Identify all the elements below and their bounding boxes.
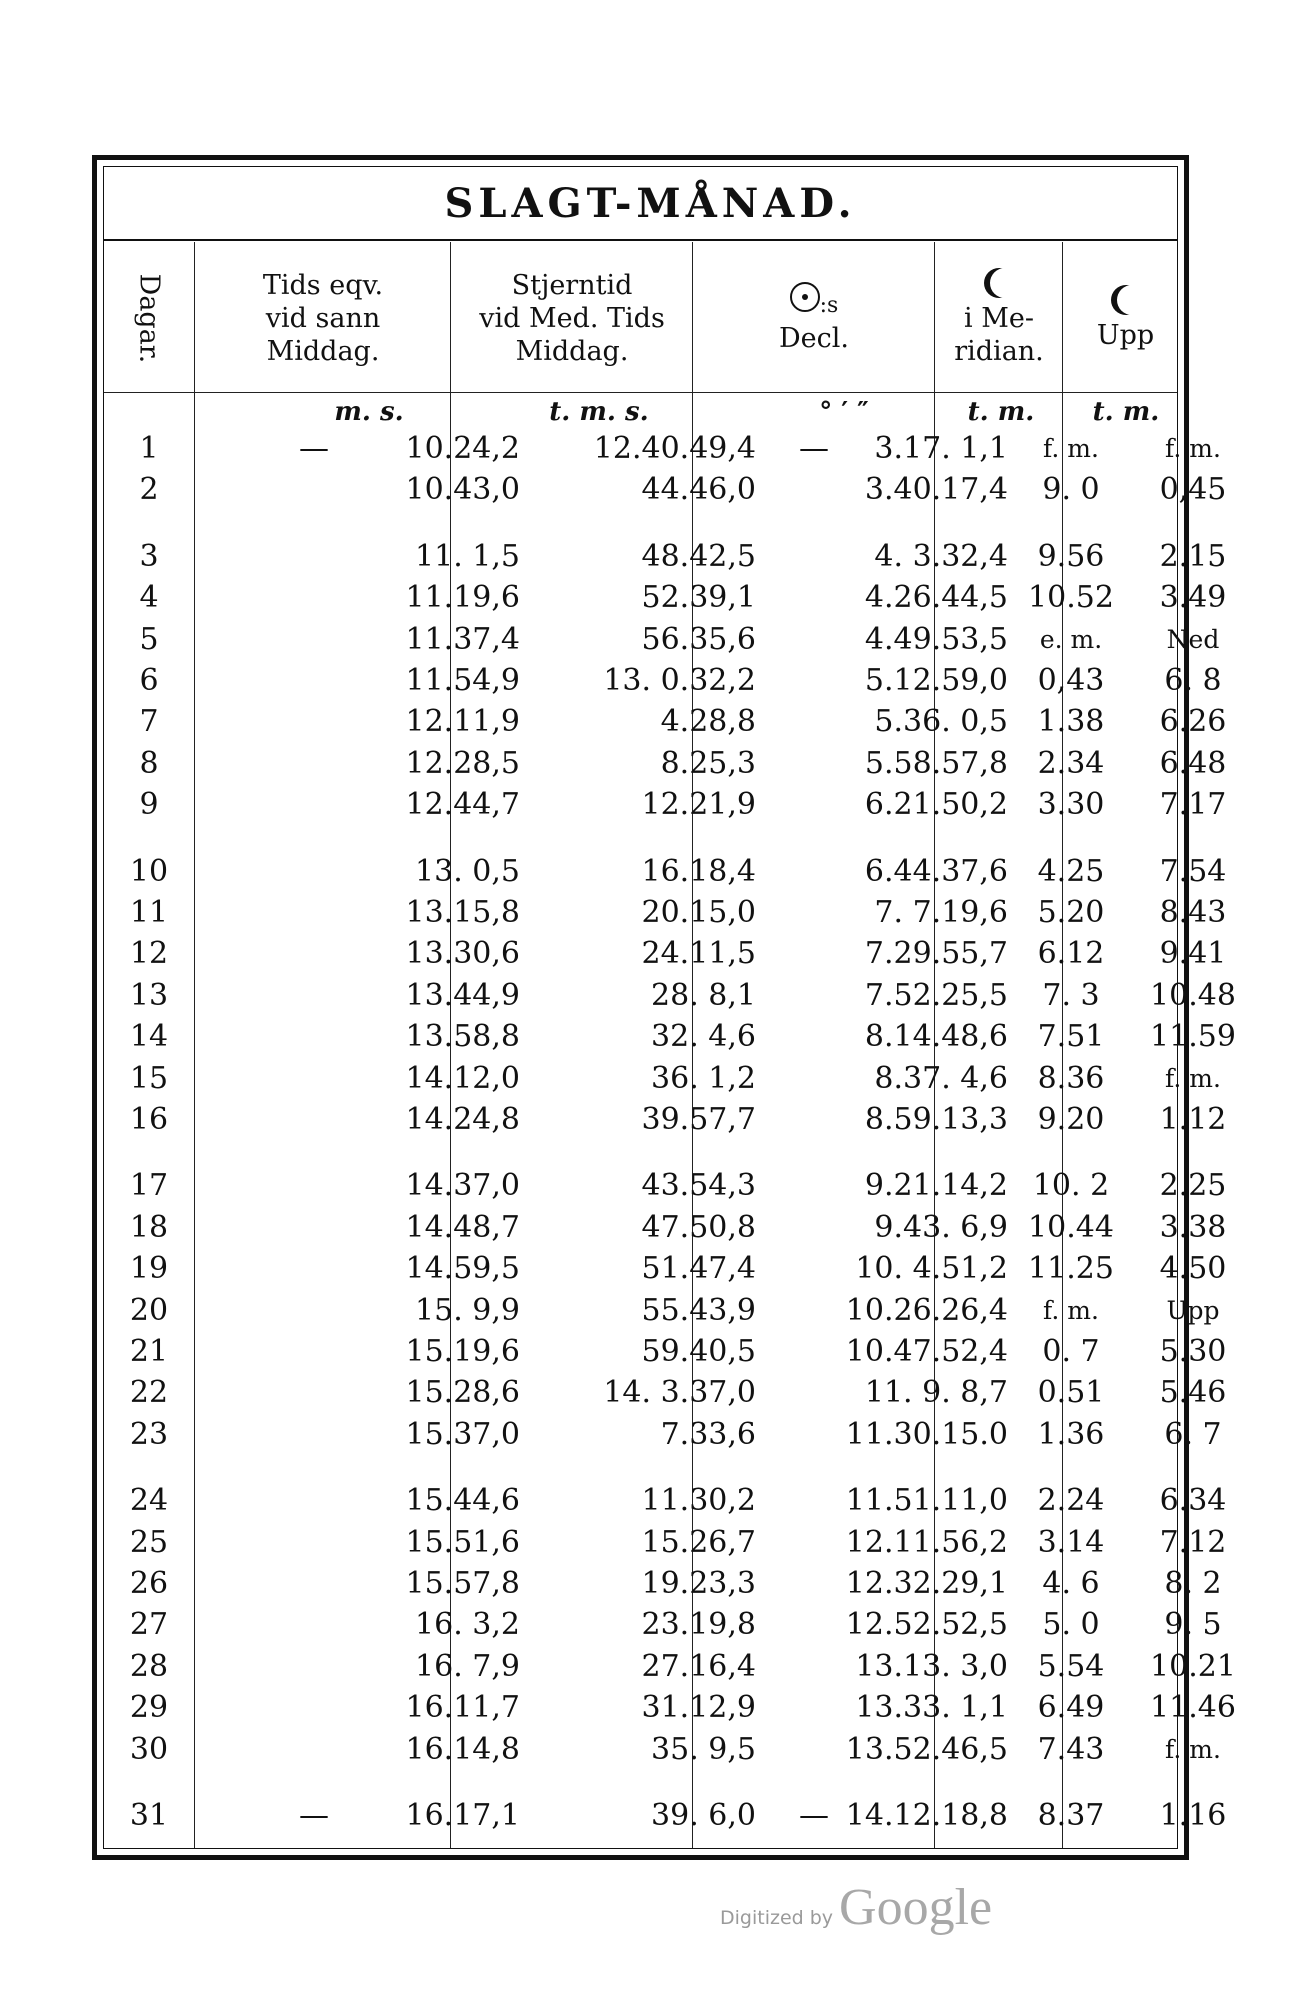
unit-eq: m. s. xyxy=(334,397,404,427)
equation-cell: 12.28,5 xyxy=(405,745,520,781)
equation-cell: 16.17,1 xyxy=(405,1798,520,1833)
meridian-cell: 6.49 xyxy=(1037,1690,1105,1726)
moon-icon xyxy=(1109,285,1143,319)
meridian-cell: 1.38 xyxy=(1037,704,1105,740)
sidereal-cell: 24.11,5 xyxy=(641,936,756,972)
digitized-watermark xyxy=(720,1878,992,1937)
title-bar xyxy=(104,167,1177,241)
equation-cell: 13.44,9 xyxy=(405,977,520,1013)
meridian-cell: 9. 0 xyxy=(1042,472,1100,508)
declination-cell: 11. 9. 8,7 xyxy=(864,1375,1008,1411)
declination-cell: 12.11.56,2 xyxy=(845,1524,1008,1560)
moonrise-cell: 7.54 xyxy=(1159,853,1227,889)
meridian-cell: 7.51 xyxy=(1037,1019,1105,1055)
sidereal-cell: 12.21,9 xyxy=(641,787,756,823)
day-cell: 22 xyxy=(129,1375,169,1411)
sidereal-cell: 32. 4,6 xyxy=(651,1019,756,1055)
day-cell: 8 xyxy=(139,745,159,781)
table-row xyxy=(104,1166,1227,1206)
table-row xyxy=(104,1415,1222,1455)
declination-cell: 4. 3.32,4 xyxy=(874,538,1008,574)
table-row xyxy=(104,1332,1227,1372)
declination-cell: 10.26.26,4 xyxy=(845,1292,1008,1328)
table-row xyxy=(104,620,1220,660)
declination-cell: 5.36. 0,5 xyxy=(874,704,1008,740)
table-row xyxy=(104,852,1227,892)
table-row xyxy=(104,429,1221,469)
moonrise-cell: 2.25 xyxy=(1159,1168,1227,1204)
moonrise-cell: 6.34 xyxy=(1159,1483,1227,1519)
moonrise-cell: 3.38 xyxy=(1159,1209,1227,1245)
header-upp-line2: Upp xyxy=(1096,319,1155,351)
almanac-table xyxy=(92,155,1236,1860)
equation-cell: 14.24,8 xyxy=(405,1102,520,1137)
header-sidereal-time xyxy=(452,245,692,391)
header-equation-of-time xyxy=(196,245,450,391)
declination-cell: 13.33. 1,1 xyxy=(855,1690,1008,1726)
table-row xyxy=(104,976,1236,1016)
sidereal-cell: 11.30,2 xyxy=(641,1483,756,1519)
declination-cell: 13.52.46,5 xyxy=(845,1731,1008,1767)
meridian-cell: 10.44 xyxy=(1028,1209,1114,1245)
sidereal-cell: 39.57,7 xyxy=(641,1102,756,1137)
moonrise-cell: Upp xyxy=(1166,1295,1220,1325)
declination-cell: 12.32.29,1 xyxy=(845,1566,1008,1601)
moonrise-cell: 9. 5 xyxy=(1164,1607,1222,1643)
equation-sign: — xyxy=(299,1798,329,1833)
moonrise-cell: 6. 7 xyxy=(1164,1416,1222,1452)
moonrise-cell: 0,45 xyxy=(1159,472,1227,508)
header-moon-rise xyxy=(1064,245,1187,391)
equation-cell: 13.58,8 xyxy=(405,1019,520,1055)
sidereal-cell: 12.40.49,4 xyxy=(593,431,756,466)
equation-cell: 15.28,6 xyxy=(405,1375,520,1411)
equation-cell: 16. 7,9 xyxy=(415,1648,520,1684)
table-row xyxy=(104,578,1227,618)
equation-cell: 14.12,0 xyxy=(405,1060,520,1096)
unit-sid: t. m. s. xyxy=(549,397,649,427)
header-eq-line3: Middag. xyxy=(266,335,380,367)
moonrise-cell: 6.26 xyxy=(1159,704,1227,740)
table-inner-frame xyxy=(103,166,1236,1849)
page-title: SLAGT-MÅNAD. xyxy=(444,179,857,227)
header-dec-line2: Decl. xyxy=(779,322,849,354)
moonrise-cell: 8. 2 xyxy=(1164,1566,1222,1601)
equation-cell: 13.30,6 xyxy=(405,936,520,972)
table-row xyxy=(104,1523,1227,1563)
sidereal-cell: 35. 9,5 xyxy=(651,1731,756,1767)
day-cell: 13 xyxy=(129,977,169,1013)
unit-dec: ° ′ ″ xyxy=(819,397,869,427)
moonrise-cell: 10.48 xyxy=(1150,977,1236,1013)
table-row xyxy=(104,893,1227,933)
moonrise-cell: 11.59 xyxy=(1150,1019,1236,1055)
equation-cell: 15.37,0 xyxy=(405,1416,520,1452)
table-row xyxy=(104,1059,1221,1099)
sidereal-cell: 47.50,8 xyxy=(641,1209,756,1245)
sidereal-cell: 13. 0.32,2 xyxy=(603,663,756,698)
day-cell: 31 xyxy=(129,1798,169,1833)
watermark-small: Digitized by xyxy=(720,1907,834,1929)
table-row xyxy=(104,1291,1220,1331)
meridian-cell: f. m. xyxy=(1043,434,1099,463)
meridian-cell: 3.14 xyxy=(1037,1524,1105,1560)
meridian-cell: 4. 6 xyxy=(1042,1566,1100,1601)
meridian-cell: 10.52 xyxy=(1028,580,1114,616)
sidereal-cell: 15.26,7 xyxy=(641,1524,756,1560)
declination-cell: 11.30.15.0 xyxy=(845,1416,1008,1452)
day-cell: 15 xyxy=(129,1060,169,1096)
table-row xyxy=(104,1564,1222,1604)
declination-cell: 6.44.37,6 xyxy=(864,853,1008,889)
table-row xyxy=(104,470,1227,510)
table-row xyxy=(104,702,1227,742)
moonrise-cell: 1.12 xyxy=(1159,1102,1227,1137)
sidereal-cell: 19.23,3 xyxy=(641,1566,756,1601)
equation-cell: 13.15,8 xyxy=(405,895,520,930)
equation-cell: 10.43,0 xyxy=(405,472,520,508)
table-row xyxy=(104,661,1222,701)
equation-cell: 16.11,7 xyxy=(405,1690,520,1726)
day-cell: 27 xyxy=(129,1607,169,1643)
sidereal-cell: 23.19,8 xyxy=(641,1607,756,1643)
moonrise-cell: 3.49 xyxy=(1159,580,1227,616)
meridian-cell: f. m. xyxy=(1043,1295,1099,1325)
declination-cell: 6.21.50,2 xyxy=(864,787,1008,823)
meridian-cell: 8.37 xyxy=(1037,1798,1105,1833)
declination-cell: 8.14.48,6 xyxy=(864,1019,1008,1055)
moonrise-cell: 11.46 xyxy=(1150,1690,1236,1726)
declination-cell: 5.58.57,8 xyxy=(864,745,1008,781)
meridian-cell: 0.51 xyxy=(1037,1375,1105,1411)
table-row xyxy=(104,1688,1236,1728)
day-cell: 20 xyxy=(129,1292,169,1328)
day-cell: 16 xyxy=(129,1102,169,1137)
sidereal-cell: 14. 3.37,0 xyxy=(603,1375,756,1411)
declination-cell: 11.51.11,0 xyxy=(845,1483,1008,1519)
table-row xyxy=(104,1605,1222,1645)
meridian-cell: 4.25 xyxy=(1037,853,1105,889)
meridian-cell: 10. 2 xyxy=(1032,1168,1110,1204)
table-row xyxy=(104,1373,1227,1413)
day-cell: 1 xyxy=(139,431,159,466)
sidereal-cell: 7.33,6 xyxy=(660,1416,756,1452)
unit-row xyxy=(104,397,1177,429)
day-cell: 14 xyxy=(129,1019,169,1055)
day-cell: 7 xyxy=(139,704,159,740)
header-dec-line1 xyxy=(790,282,839,322)
moonrise-cell: 6.48 xyxy=(1159,745,1227,781)
day-cell: 28 xyxy=(129,1648,169,1684)
day-cell: 6 xyxy=(139,663,159,698)
header-eq-line1: Tids eqv. xyxy=(262,269,384,301)
day-cell: 11 xyxy=(129,895,169,930)
day-cell: 25 xyxy=(129,1524,169,1560)
declination-cell: 9.43. 6,9 xyxy=(874,1209,1008,1245)
header-moon-meridian xyxy=(936,245,1062,391)
day-cell: 5 xyxy=(139,621,159,657)
moonrise-cell: f. m. xyxy=(1165,1063,1221,1093)
equation-sign: — xyxy=(299,431,329,466)
declination-cell: 7. 7.19,6 xyxy=(874,895,1008,930)
moonrise-cell: 6. 8 xyxy=(1164,663,1222,698)
table-row xyxy=(104,934,1227,974)
day-cell: 21 xyxy=(129,1334,169,1369)
sidereal-cell: 43.54,3 xyxy=(641,1168,756,1204)
equation-cell: 15.57,8 xyxy=(405,1566,520,1601)
meridian-cell: 0,43 xyxy=(1037,663,1105,698)
moonrise-cell: f. m. xyxy=(1165,1734,1221,1764)
meridian-cell: 0. 7 xyxy=(1042,1334,1100,1369)
declination-cell: 7.52.25,5 xyxy=(864,977,1008,1013)
equation-cell: 10.24,2 xyxy=(405,431,520,466)
table-row xyxy=(104,785,1227,825)
declination-cell: 3.17. 1,1 xyxy=(874,431,1008,466)
table-row xyxy=(104,1100,1227,1140)
meridian-cell: 1.36 xyxy=(1037,1416,1105,1452)
day-cell: 29 xyxy=(129,1690,169,1726)
day-cell: 2 xyxy=(139,472,159,508)
equation-cell: 15.51,6 xyxy=(405,1524,520,1560)
day-cell: 17 xyxy=(129,1168,169,1204)
table-row xyxy=(104,1249,1227,1289)
meridian-cell: 6.12 xyxy=(1037,936,1105,972)
table-row xyxy=(104,537,1227,577)
sidereal-cell: 20.15,0 xyxy=(641,895,756,930)
day-cell: 12 xyxy=(129,936,169,972)
declination-cell: 5.12.59,0 xyxy=(864,663,1008,698)
day-cell: 3 xyxy=(139,538,159,574)
header-mer-line3: ridian. xyxy=(954,336,1044,367)
meridian-cell: 3.30 xyxy=(1037,787,1105,823)
table-row xyxy=(104,1481,1227,1521)
declination-cell: 9.21.14,2 xyxy=(864,1168,1008,1204)
sidereal-cell: 48.42,5 xyxy=(641,538,756,574)
equation-cell: 16.14,8 xyxy=(405,1731,520,1767)
moonrise-cell: f. m. xyxy=(1165,434,1221,463)
header-mer-line2: i Me- xyxy=(964,303,1034,334)
sidereal-cell: 51.47,4 xyxy=(641,1251,756,1287)
day-cell: 19 xyxy=(129,1251,169,1287)
declination-sign: — xyxy=(799,1798,829,1833)
day-cell: 18 xyxy=(129,1209,169,1245)
moonrise-cell: 7.12 xyxy=(1159,1524,1227,1560)
meridian-cell: 7.43 xyxy=(1037,1731,1105,1767)
meridian-cell: 2.34 xyxy=(1037,745,1105,781)
meridian-cell: 5. 0 xyxy=(1042,1607,1100,1643)
header-sid-line3: Middag. xyxy=(515,335,629,367)
sidereal-cell: 16.18,4 xyxy=(641,853,756,889)
sidereal-cell: 52.39,1 xyxy=(641,580,756,616)
moonrise-cell: 9.41 xyxy=(1159,936,1227,972)
meridian-cell: 2.24 xyxy=(1037,1483,1105,1519)
declination-cell: 13.13. 3,0 xyxy=(855,1648,1008,1684)
equation-cell: 11.19,6 xyxy=(405,580,520,616)
declination-cell: 4.26.44,5 xyxy=(864,580,1008,616)
moonrise-cell: 1.16 xyxy=(1159,1798,1227,1833)
header-divider xyxy=(104,392,1177,393)
moonrise-cell: 7.17 xyxy=(1159,787,1227,823)
day-cell: 10 xyxy=(129,853,169,889)
meridian-cell: 8.36 xyxy=(1037,1060,1105,1096)
header-day-label: Dagar. xyxy=(133,273,165,363)
equation-cell: 12.11,9 xyxy=(405,704,520,740)
meridian-cell: 11.25 xyxy=(1028,1251,1114,1287)
table-row xyxy=(104,1647,1236,1687)
watermark-logo: Google xyxy=(839,1879,993,1936)
equation-cell: 11. 1,5 xyxy=(415,538,520,574)
sidereal-cell: 28. 8,1 xyxy=(651,977,756,1013)
table-row xyxy=(104,744,1227,784)
meridian-cell: 7. 3 xyxy=(1042,977,1100,1013)
declination-cell: 10. 4.51,2 xyxy=(855,1251,1008,1287)
equation-cell: 11.37,4 xyxy=(405,621,520,657)
unit-mer: t. m. xyxy=(967,397,1035,427)
table-row xyxy=(104,1208,1227,1248)
declination-cell: 12.52.52,5 xyxy=(845,1607,1008,1643)
equation-cell: 13. 0,5 xyxy=(415,853,520,889)
declination-sign: — xyxy=(799,431,829,466)
header-dec-suffix: :s xyxy=(819,292,839,318)
sidereal-cell: 55.43,9 xyxy=(641,1292,756,1328)
declination-cell: 3.40.17,4 xyxy=(864,472,1008,508)
meridian-cell: e. m. xyxy=(1039,624,1103,654)
declination-cell: 8.59.13,3 xyxy=(864,1102,1008,1137)
day-cell: 26 xyxy=(129,1566,169,1601)
sidereal-cell: 31.12,9 xyxy=(641,1690,756,1726)
declination-cell: 4.49.53,5 xyxy=(864,621,1008,657)
equation-cell: 15. 9,9 xyxy=(415,1292,520,1328)
equation-cell: 15.44,6 xyxy=(405,1483,520,1519)
sidereal-cell: 44.46,0 xyxy=(641,472,756,508)
sidereal-cell: 59.40,5 xyxy=(641,1334,756,1369)
moon-icon xyxy=(982,268,1016,302)
day-cell: 23 xyxy=(129,1416,169,1452)
equation-cell: 14.59,5 xyxy=(405,1251,520,1287)
sidereal-cell: 8.25,3 xyxy=(660,745,756,781)
unit-upp: t. m. xyxy=(1092,397,1160,427)
equation-cell: 14.37,0 xyxy=(405,1168,520,1204)
header-sid-line1: Stjerntid xyxy=(511,269,633,301)
declination-cell: 14.12.18,8 xyxy=(845,1798,1008,1833)
moonrise-cell: Ned xyxy=(1166,624,1220,654)
day-cell: 4 xyxy=(139,580,159,616)
sidereal-cell: 4.28,8 xyxy=(660,704,756,740)
header-sid-line2: vid Med. Tids xyxy=(479,302,665,334)
table-row xyxy=(104,1796,1227,1836)
meridian-cell: 5.54 xyxy=(1037,1648,1105,1684)
declination-cell: 8.37. 4,6 xyxy=(874,1060,1008,1096)
meridian-cell: 9.56 xyxy=(1037,538,1105,574)
equation-cell: 15.19,6 xyxy=(405,1334,520,1369)
meridian-cell: 5.20 xyxy=(1037,895,1105,930)
day-cell: 30 xyxy=(129,1731,169,1767)
equation-cell: 14.48,7 xyxy=(405,1209,520,1245)
sidereal-cell: 27.16,4 xyxy=(641,1648,756,1684)
header-sun-declination xyxy=(694,245,934,391)
day-cell: 9 xyxy=(139,787,159,823)
meridian-cell: 9.20 xyxy=(1037,1102,1105,1137)
equation-cell: 11.54,9 xyxy=(405,663,520,698)
moonrise-cell: 2.15 xyxy=(1159,538,1227,574)
table-row xyxy=(104,1017,1236,1057)
sidereal-cell: 36. 1,2 xyxy=(651,1060,756,1096)
sidereal-cell: 56.35,6 xyxy=(641,621,756,657)
moonrise-cell: 8.43 xyxy=(1159,895,1227,930)
moonrise-cell: 5.30 xyxy=(1159,1334,1227,1369)
sidereal-cell: 39. 6,0 xyxy=(651,1798,756,1833)
day-cell: 24 xyxy=(129,1483,169,1519)
table-row xyxy=(104,1730,1221,1770)
equation-cell: 12.44,7 xyxy=(405,787,520,823)
header-eq-line2: vid sann xyxy=(265,302,381,334)
moonrise-cell: 5.46 xyxy=(1159,1375,1227,1411)
equation-cell: 16. 3,2 xyxy=(415,1607,520,1643)
header-day xyxy=(104,245,194,391)
declination-cell: 7.29.55,7 xyxy=(864,936,1008,972)
moonrise-cell: 4.50 xyxy=(1159,1251,1227,1287)
declination-cell: 10.47.52,4 xyxy=(845,1334,1008,1369)
moonrise-cell: 10.21 xyxy=(1150,1648,1236,1684)
sun-icon xyxy=(790,282,820,312)
